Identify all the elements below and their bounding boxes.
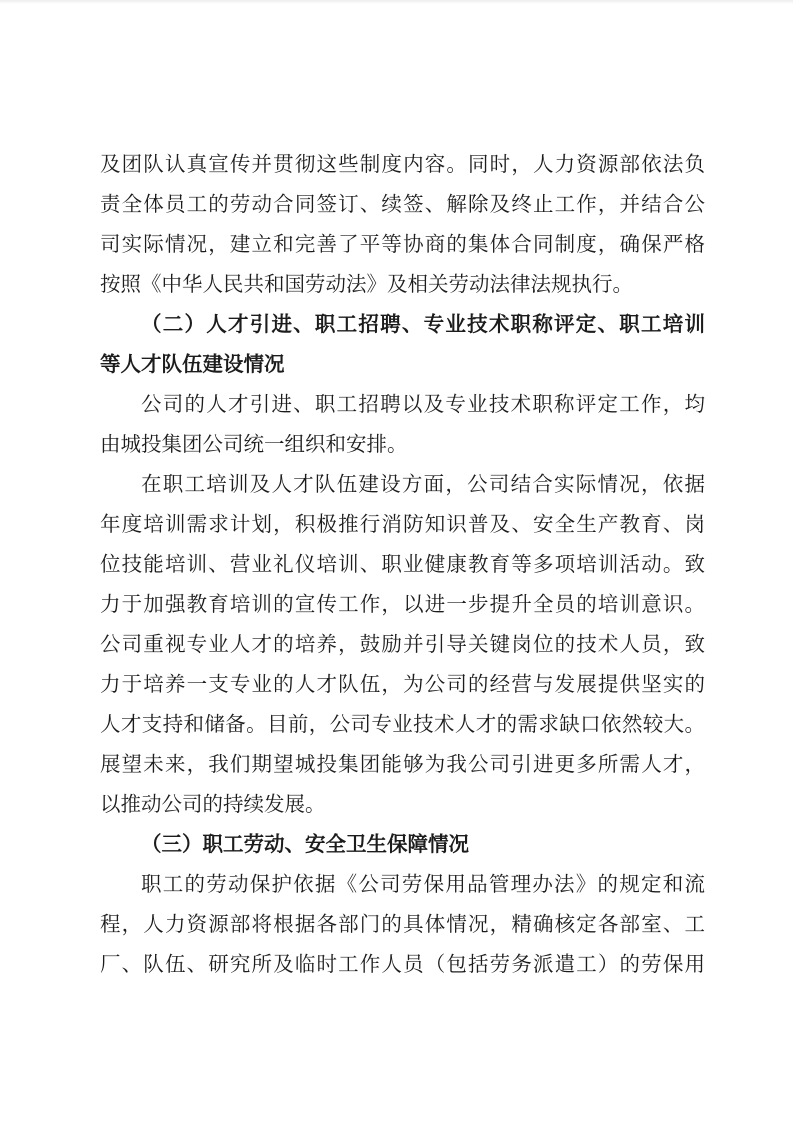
body-line-03: 司实际情况，建立和完善了平等协商的集体合同制度，确保严格 [100, 234, 705, 256]
document-text-block [100, 145, 705, 985]
body-line-04: 按照《中华人民共和国劳动法》及相关劳动法律法规执行。 [100, 274, 633, 296]
body-line-07: 公司的人才引进、职工招聘以及专业技术职称评定工作，均 [141, 394, 705, 416]
body-line-17: 以推动公司的持续发展。 [100, 794, 326, 816]
body-line-20: 程，人力资源部将根据各部门的具体情况，精确核定各部室、工 [100, 914, 705, 936]
body-line-09: 在职工培训及人才队伍建设方面，公司结合实际情况，依据 [141, 474, 705, 496]
body-line-02: 责全体员工的劳动合同签订、续签、解除及终止工作，并结合公 [100, 194, 705, 216]
page-top-edge [0, 0, 793, 4]
body-line-21: 厂、队伍、研究所及临时工作人员（包括劳务派遣工）的劳保用 [100, 954, 705, 976]
body-line-19: 职工的劳动保护依据《公司劳保用品管理办法》的规定和流 [141, 874, 705, 896]
section-3-heading: （三）职工劳动、安全卫生保障情况 [141, 834, 469, 856]
section-2-heading-line-1: （二）人才引进、职工招聘、专业技术职称评定、职工培训 [141, 314, 705, 336]
body-line-16: 展望未来，我们期望城投集团能够为我公司引进更多所需人才， [100, 754, 705, 776]
body-line-12: 力于加强教育培训的宣传工作，以进一步提升全员的培训意识。 [100, 594, 705, 616]
body-line-14: 力于培养一支专业的人才队伍，为公司的经营与发展提供坚实的 [100, 674, 705, 696]
body-line-08: 由城投集团公司统一组织和安排。 [100, 434, 408, 456]
body-line-01: 及团队认真宣传并贯彻这些制度内容。同时，人力资源部依法负 [100, 154, 705, 176]
body-line-11: 位技能培训、营业礼仪培训、职业健康教育等多项培训活动。致 [100, 554, 705, 576]
body-line-15: 人才支持和储备。目前，公司专业技术人才的需求缺口依然较大。 [100, 714, 705, 736]
section-2-heading-line-2: 等人才队伍建设情况 [100, 354, 285, 376]
body-line-10: 年度培训需求计划，积极推行消防知识普及、安全生产教育、岗 [100, 514, 705, 536]
body-line-13: 公司重视专业人才的培养，鼓励并引导关键岗位的技术人员，致 [100, 634, 705, 656]
